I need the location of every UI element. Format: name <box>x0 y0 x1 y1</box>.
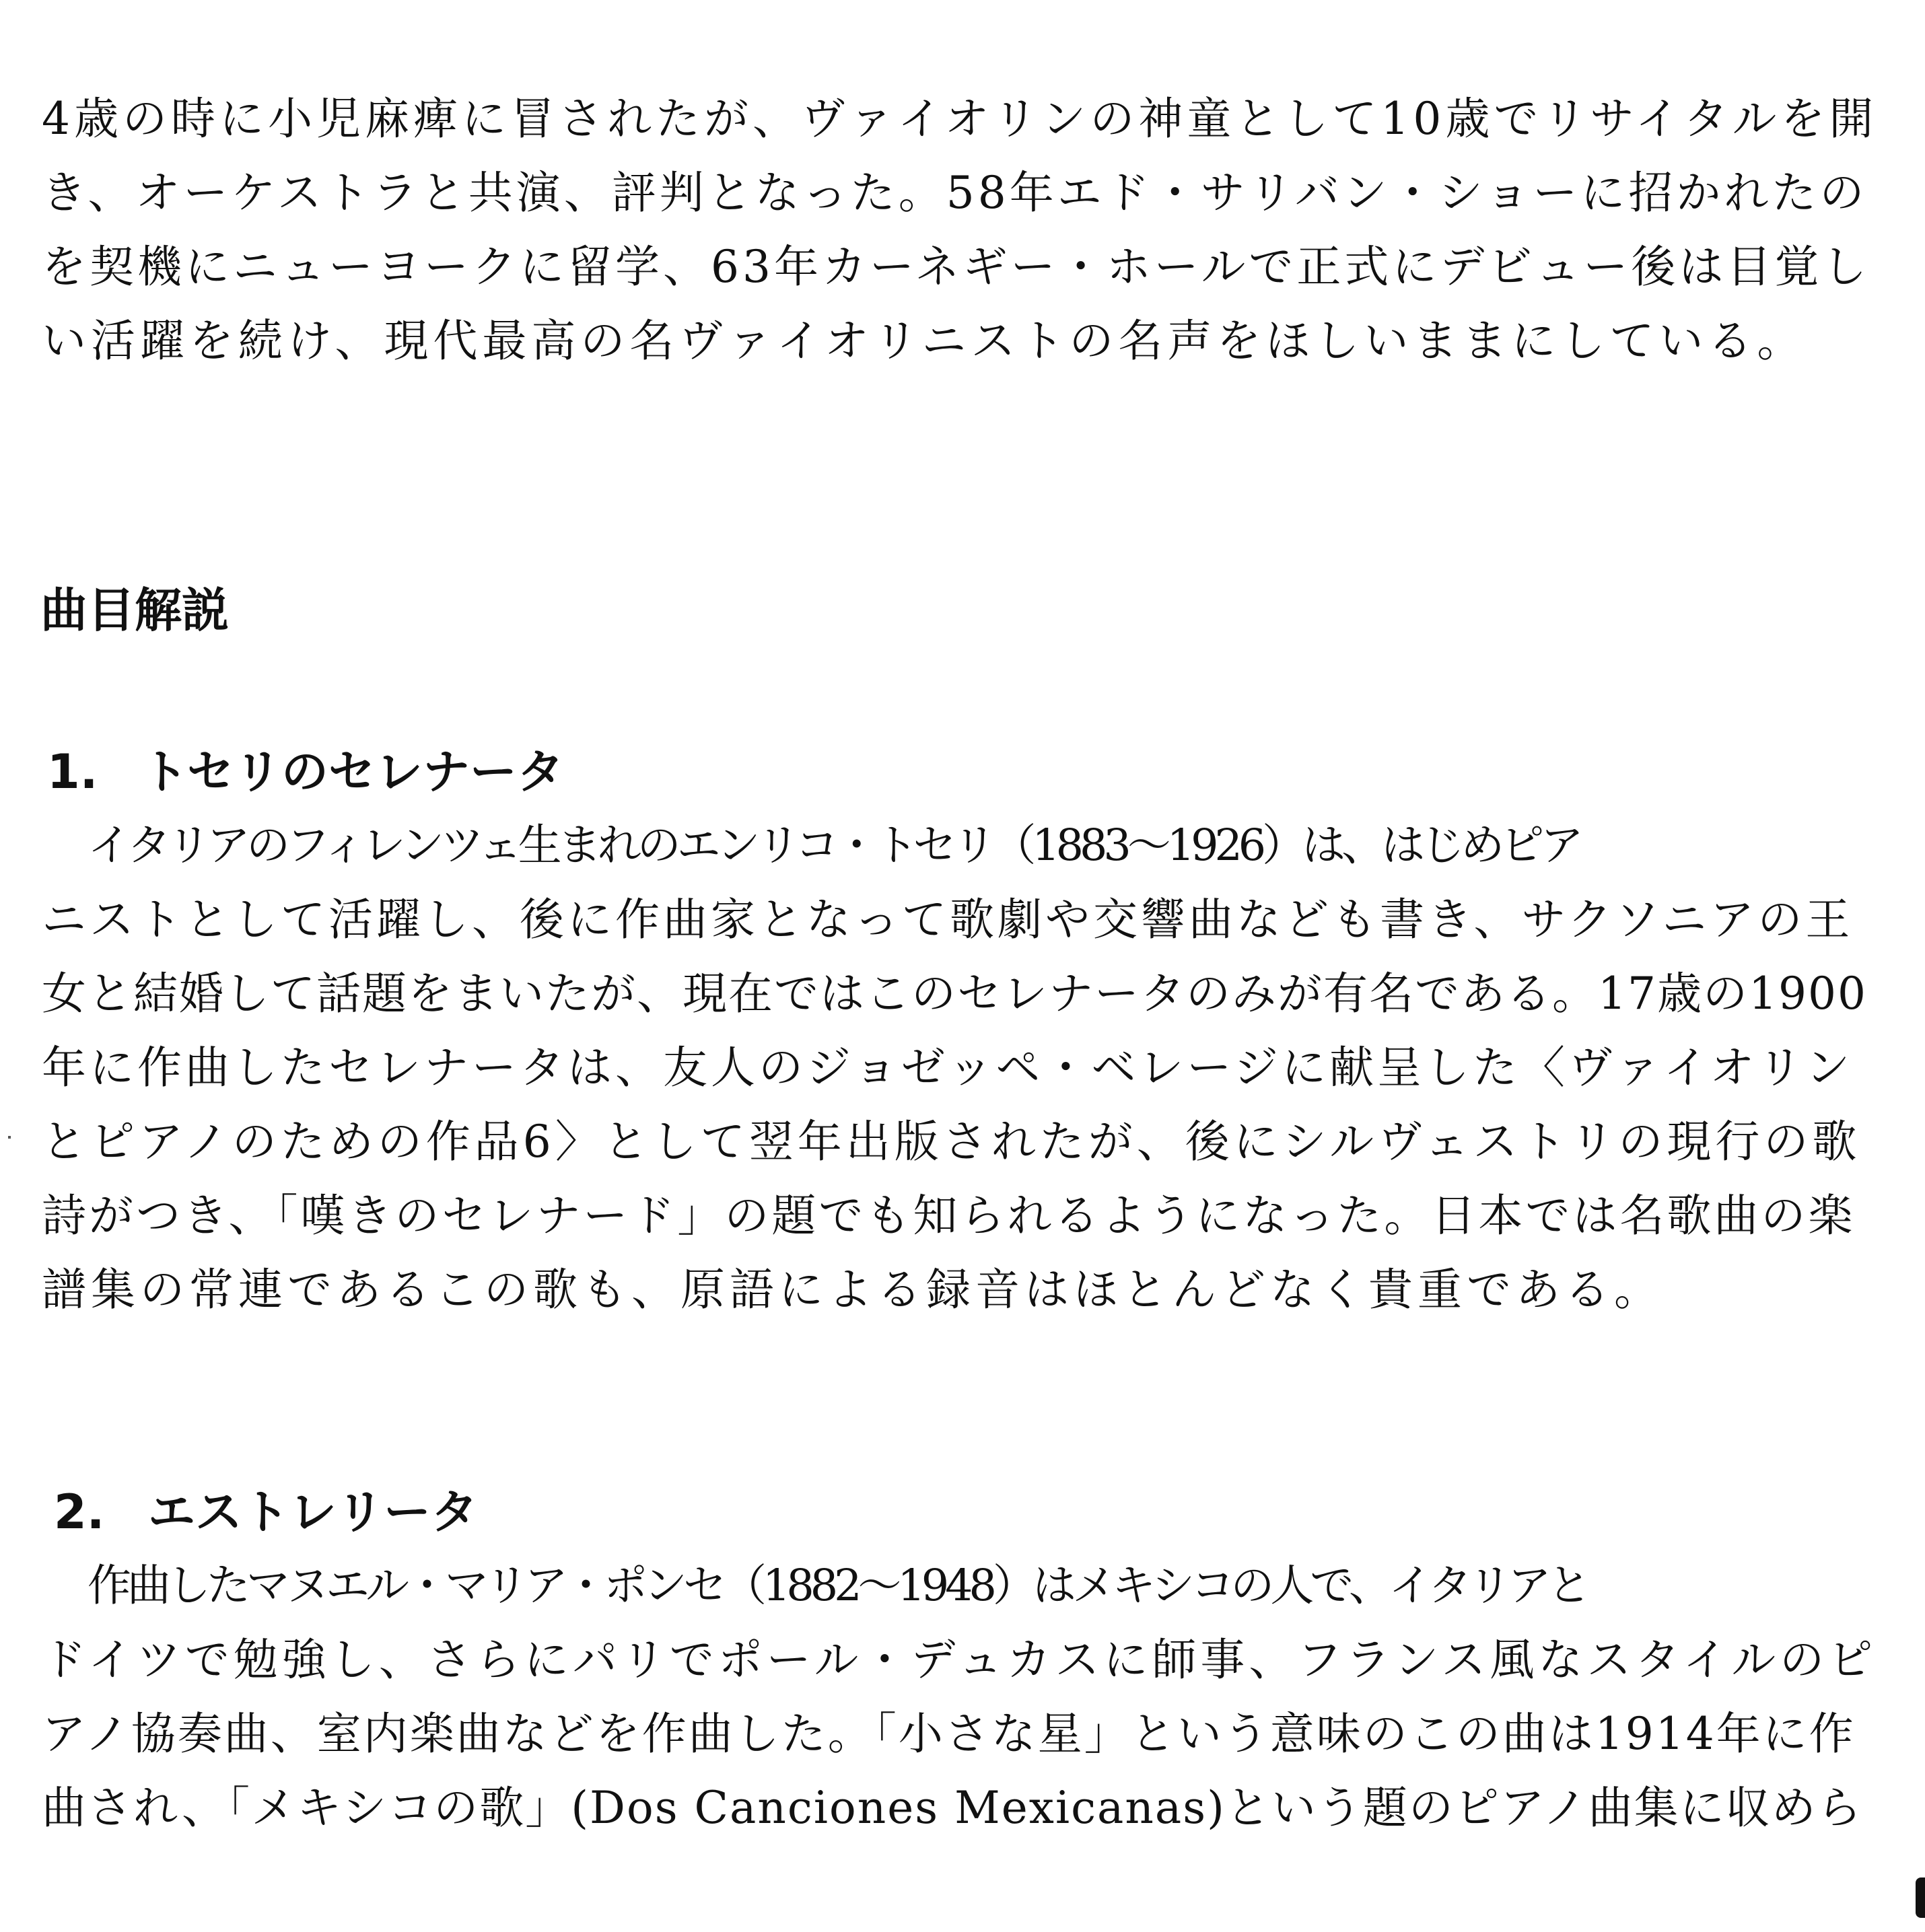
piece-heading <box>47 735 564 809</box>
piece-line: アノ協奏曲、室内楽曲などを作曲した。「小さな星」という意味のこの曲は1914年に作 <box>42 1708 1856 1760</box>
piece-line: とピアノのための作品6〉として翌年出版されたが、後にシルヴェストリの現行の歌 <box>42 1116 1861 1168</box>
intro-line: き、オーケストラと共演、評判となった。58年エド・サリバン・ショーに招かれたの <box>42 167 1868 219</box>
scan-speck <box>8 1136 11 1139</box>
piece-line: 譜集の常連であるこの歌も、原語による録音はほとんどなく貴重である。 <box>42 1264 1663 1316</box>
piece-line: 年に作曲したセレナータは、友人のジョゼッペ・ベレージに献呈した〈ヴァイオリン <box>42 1042 1854 1094</box>
piece-line: ニストとして活躍し、後に作曲家となって歌劇や交響曲なども書き、サクソニアの王 <box>42 894 1854 945</box>
piece-line: 詩がつき、「嘆きのセレナード」の題でも知られるようになった。日本では名歌曲の楽 <box>42 1190 1856 1242</box>
piece-line: 作曲したマヌエル・マリア・ポンセ（1882～1948）はメキシコの人で、イタリアと <box>88 1561 1587 1611</box>
piece-line: 女と結婚して話題をまいたが、現在ではこのセレナータのみが有名である。17歳の1900 <box>42 968 1867 1019</box>
piece-title: エストレリータ <box>148 1484 478 1540</box>
intro-line: 4歳の時に小児麻痺に冒されたが、ヴァイオリンの神童として10歳でリサイタルを開 <box>42 93 1878 145</box>
intro-line: い活躍を続け、現代最高の名ヴァイオリニストの名声をほしいままにしている。 <box>42 315 1807 367</box>
piece-title: トセリのセレナータ <box>141 744 564 799</box>
piece-number: 1. <box>47 744 98 799</box>
page-edge-mark <box>1916 1877 1925 1918</box>
piece-line: ドイツで勉強し、さらにパリでポール・デュカスに師事、フランス風なスタイルのピ <box>42 1634 1877 1686</box>
piece-line: 曲され、「メキシコの歌」(Dos Canciones Mexicanas)という題のピアノ曲集に収めら <box>42 1782 1863 1834</box>
section-title: 曲目解説 <box>40 583 229 638</box>
intro-line: を契機にニューヨークに留学、63年カーネギー・ホールで正式にデビュー後は目覚し <box>42 241 1870 293</box>
piece-line: イタリアのフィレンツェ生まれのエンリコ・トセリ（1883～1926）は、はじめピア <box>88 820 1580 871</box>
piece-number: 2. <box>54 1484 105 1540</box>
piece-heading <box>54 1475 478 1549</box>
